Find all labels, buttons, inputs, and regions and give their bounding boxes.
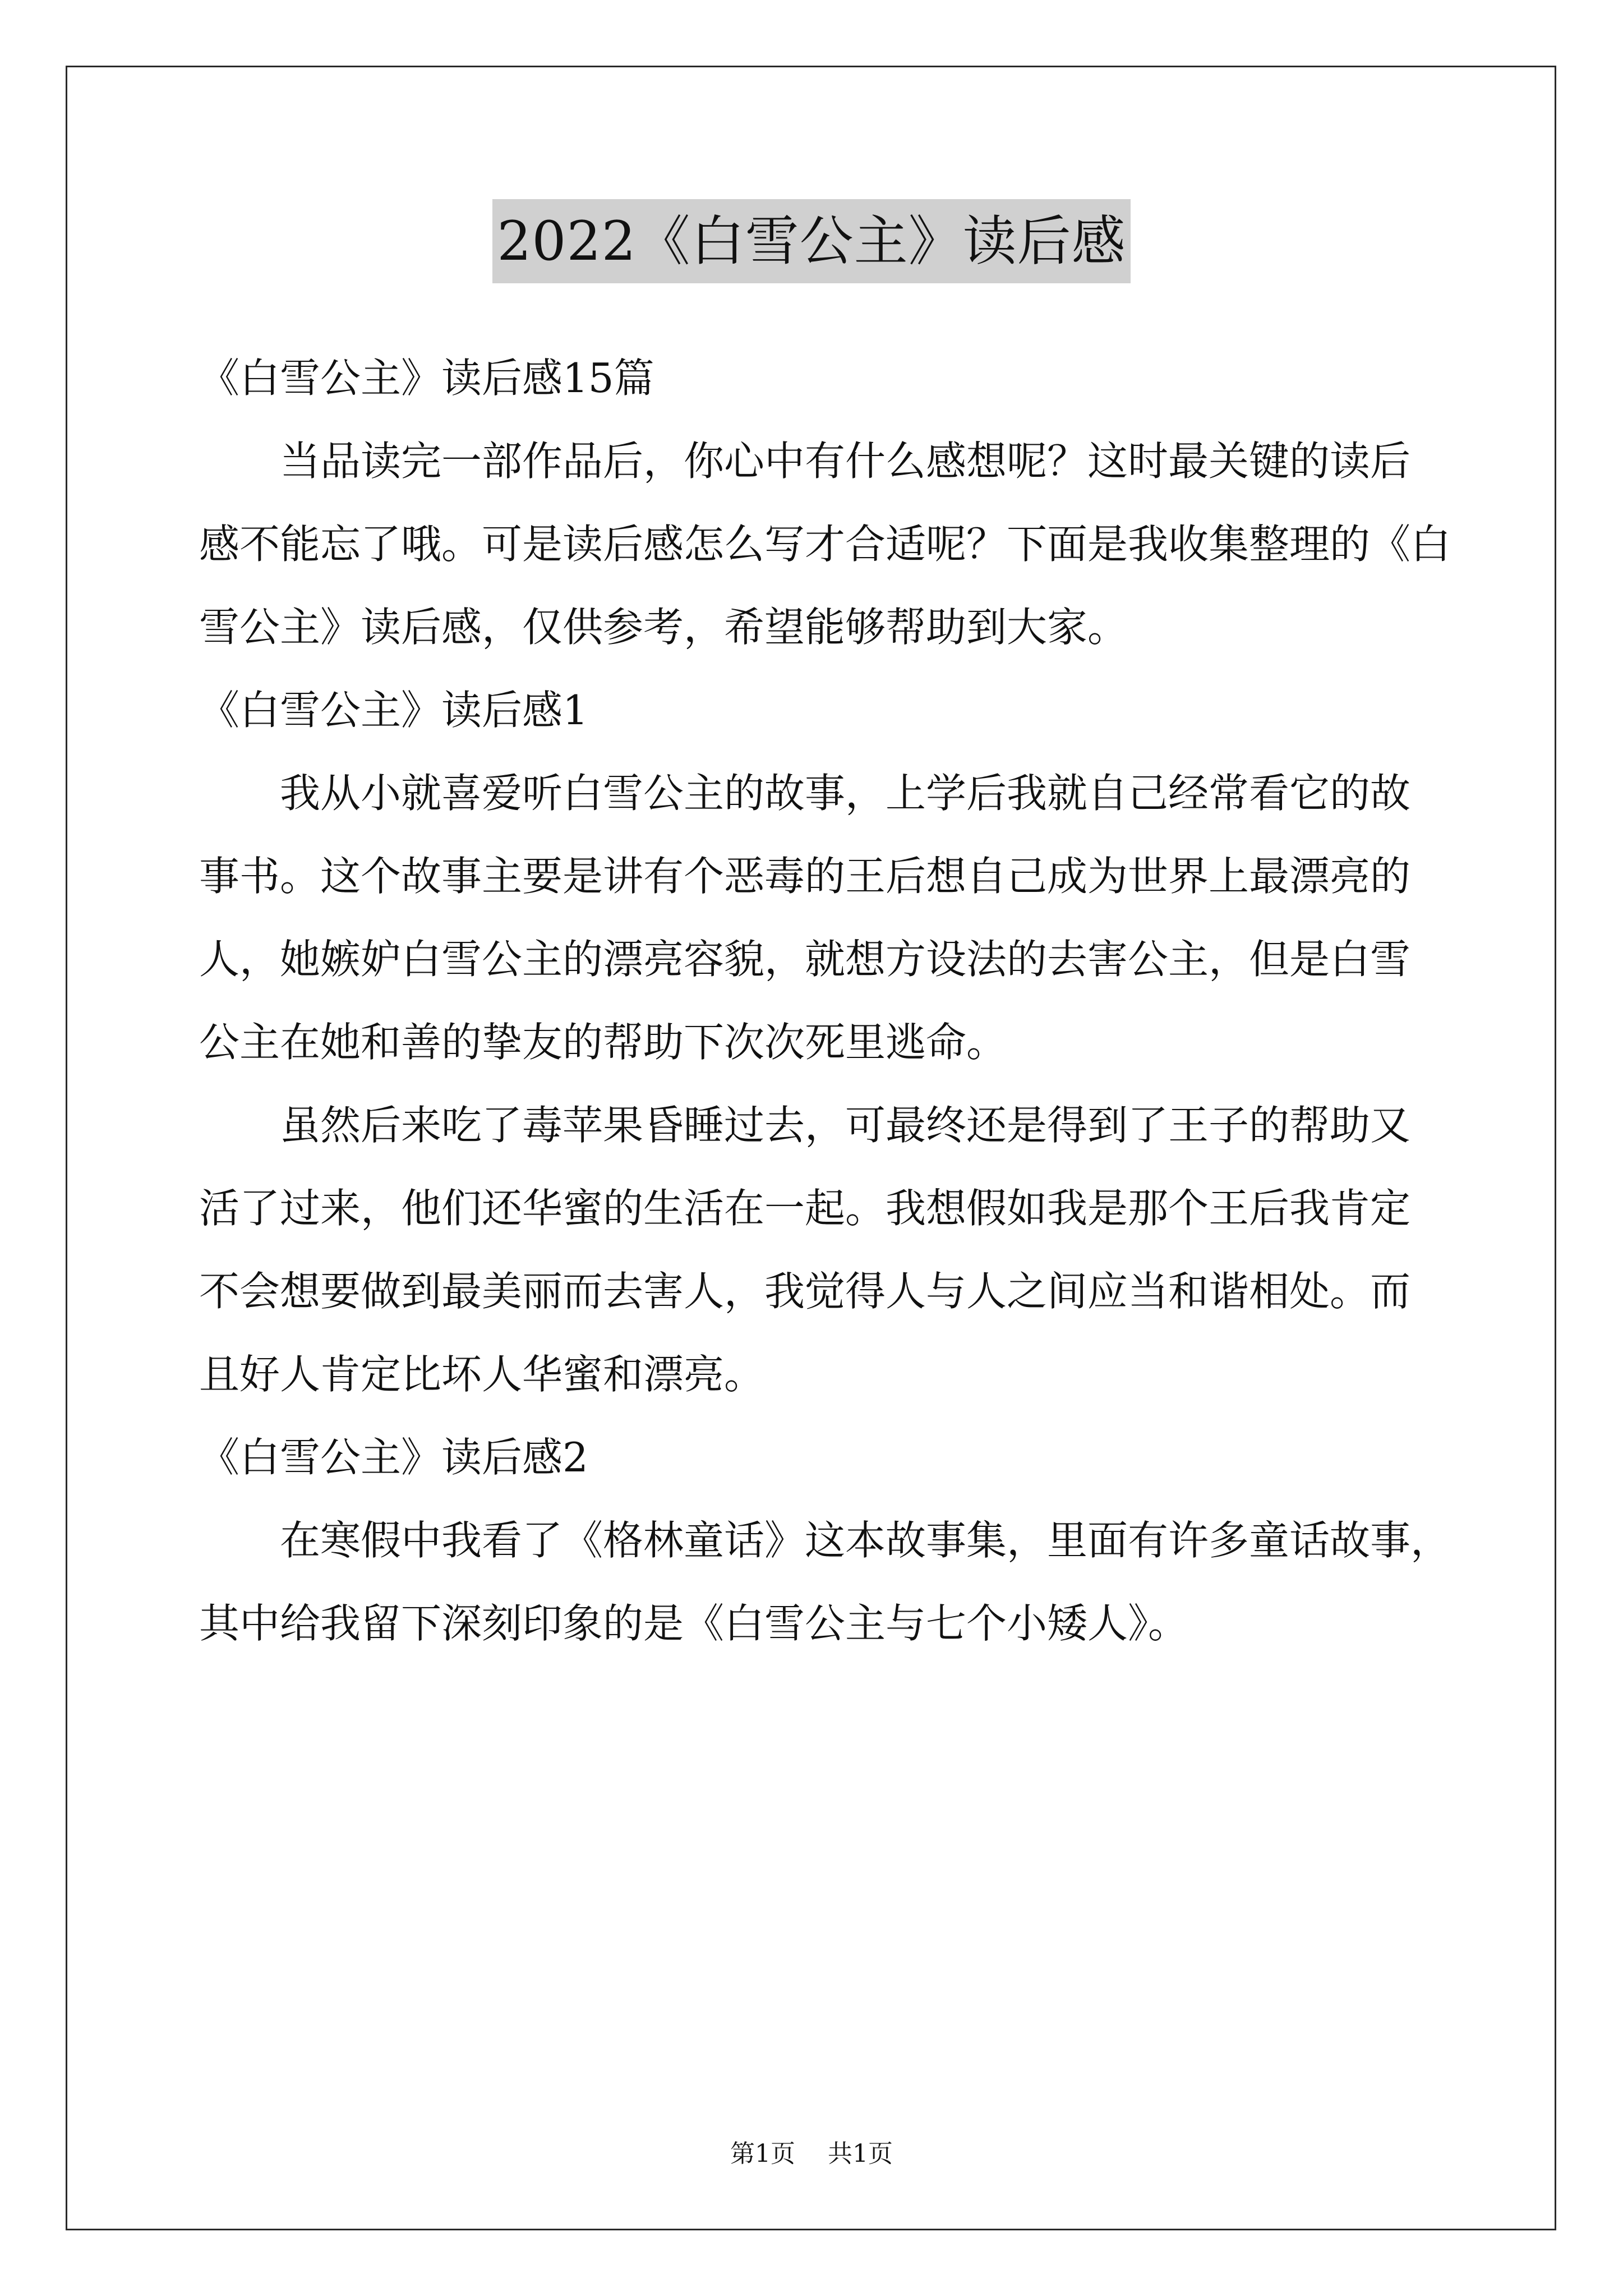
page-number-total: 共1页: [828, 2139, 893, 2168]
page-number-current: 第1页: [730, 2139, 795, 2168]
text-line: 《白雪公主》读后感1: [199, 687, 588, 734]
text-line: 当品读完一部作品后，你心中有什么感想呢？这时最关键的读后: [280, 438, 1411, 485]
title-container: [0, 199, 1623, 283]
text-line: 在寒假中我看了《格林童话》这本故事集，里面有许多童话故事，: [280, 1517, 1451, 1564]
text-line: 雪公主》读后感，仅供参考，希望能够帮助到大家。: [199, 604, 1128, 651]
document-title: 2022《白雪公主》读后感: [492, 199, 1130, 283]
text-line: 活了过来，他们还华蜜的生活在一起。我想假如我是那个王后我肯定: [199, 1185, 1411, 1232]
document-body: [199, 337, 1450, 1665]
text-line: 其中给我留下深刻印象的是《白雪公主与七个小矮人》。: [199, 1600, 1189, 1647]
text-line: 我从小就喜爱听白雪公主的故事，上学后我就自己经常看它的故: [280, 770, 1411, 817]
text-line: 感不能忘了哦。可是读后感怎么写才合适呢？下面是我收集整理的《白: [199, 521, 1451, 568]
text-line: 不会想要做到最美丽而去害人，我觉得人与人之间应当和谐相处。而: [199, 1268, 1411, 1315]
text-line: 人，她嫉妒白雪公主的漂亮容貌，就想方设法的去害公主，但是白雪: [199, 936, 1411, 983]
text-line: 《白雪公主》读后感2: [199, 1434, 588, 1481]
text-line: 事书。这个故事主要是讲有个恶毒的王后想自己成为世界上最漂亮的: [199, 853, 1411, 900]
text-line: 虽然后来吃了毒苹果昏睡过去，可最终还是得到了王子的帮助又: [280, 1102, 1411, 1149]
page-footer: [0, 2137, 1623, 2171]
text-line: 公主在她和善的挚友的帮助下次次死里逃命。: [199, 1019, 1007, 1066]
text-line: 《白雪公主》读后感15篇: [199, 355, 654, 402]
text-line: 且好人肯定比坏人华蜜和漂亮。: [199, 1351, 765, 1398]
